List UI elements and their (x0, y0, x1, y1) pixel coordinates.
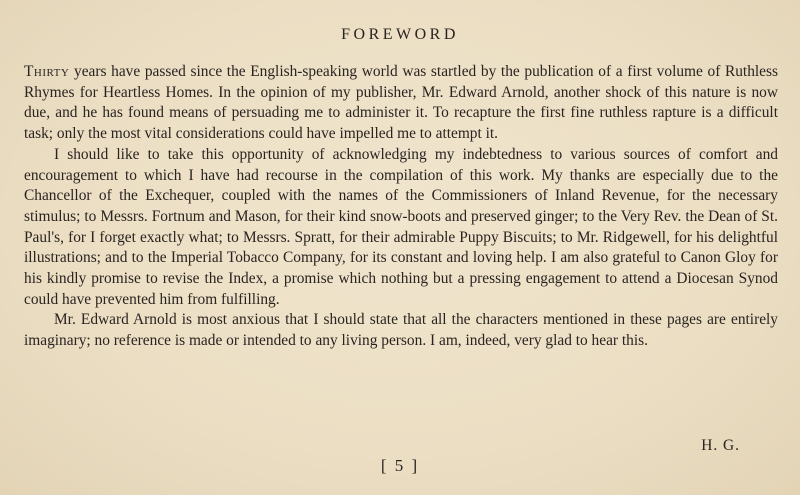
paragraph-3: Mr. Edward Arnold is most anxious that I should state that all the characters mentioned in these pages are entirely imaginary; no reference is made or intended to any living person. I am, indeed, very glad to hear this. (24, 311, 778, 350)
page-number: [ 5 ] (380, 456, 420, 475)
foreword-body (24, 62, 778, 352)
paragraph-2: I should like to take this opportunity of acknowledging my indebtedness to various sources of comfort and encouragement to which I have had recourse in the compilation of this work. My thanks are especially due to the Chancellor of the Exchequer, coupled with the names of the Commissioners of Inland Revenue, for the necessary stimulus; to Messrs. Fortnum and Mason, for their kind snow-boots and preserved ginger; to the Very Rev. the Dean of St. Paul's, for I forget exactly what; to Messrs. Spratt, for their admirable Puppy Biscuits; to Mr. Ridgewell, for his delightful illustrations; and to the Imperial Tobacco Company, for its constant and loving help. I am also grateful to Canon Gloy for his kindly promise to revise the Index, a promise which nothing but a pressing engagement to attend a Diocesan Synod could have prevented him from fulfilling. (24, 145, 778, 308)
signature: H. G. (701, 437, 740, 454)
paragraph-1-text: years have passed since the English-speaking world was startled by the publication of a first volume of Ruthless Rhymes for Heartless Homes. In the opinion of my publisher, Mr. Edward Arnold, another shock of this nature is now due, and he has found means of persuading me to administer it. To recapture the first fine ruthless rapture is a difficult task; only the most vital considerations could have impelled me to attempt it. (24, 63, 778, 143)
paragraph-1-lead: Thirty (24, 63, 70, 80)
page-title: FOREWORD (341, 26, 459, 43)
paragraph-1 (24, 62, 778, 145)
